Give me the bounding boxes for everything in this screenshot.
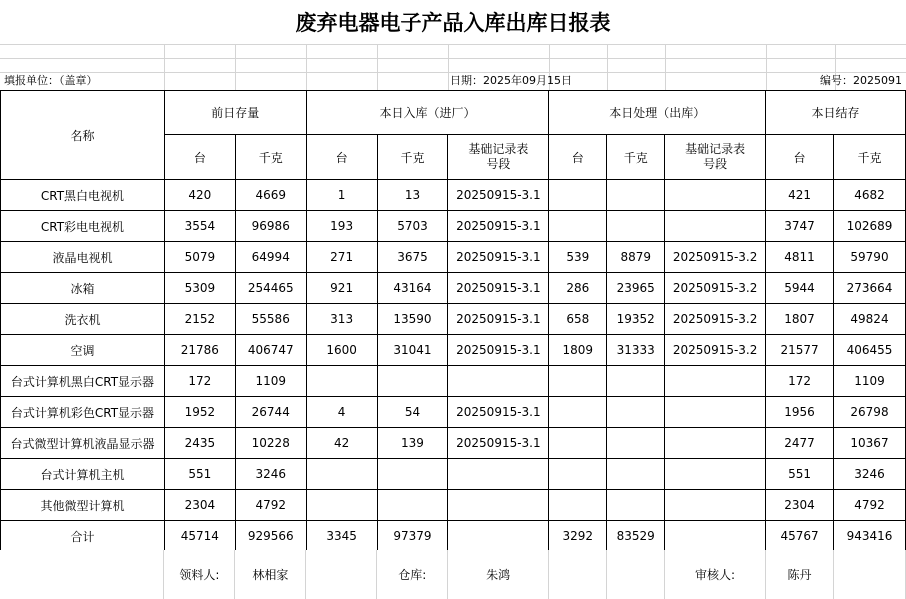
cell-in-units: 921	[306, 273, 377, 304]
cell-close-units: 2304	[766, 490, 834, 521]
cell-in-record: 20250915-3.1	[448, 211, 549, 242]
cell-prev-units: 21786	[164, 335, 235, 366]
cell-out-record: 20250915-3.2	[665, 273, 766, 304]
col-header-unit: 台	[164, 135, 235, 180]
receiver-label: 领料人:	[164, 550, 235, 599]
cell-in-units: 1	[306, 180, 377, 211]
cell-in-kg: 13	[377, 180, 448, 211]
cell-out-record	[665, 490, 766, 521]
cell-out-units	[549, 366, 607, 397]
cell-out-units	[549, 180, 607, 211]
cell-out-kg: 23965	[607, 273, 665, 304]
col-header-name: 名称	[1, 91, 165, 180]
cell-out-units: 658	[549, 304, 607, 335]
cell-out-units: 3292	[549, 521, 607, 552]
cell-prev-kg: 96986	[235, 211, 306, 242]
cell-prev-units: 3554	[164, 211, 235, 242]
table-row	[1, 459, 906, 490]
cell-prev-kg: 26744	[235, 397, 306, 428]
cell-name: 液晶电视机	[1, 242, 165, 273]
cell-in-record: 20250915-3.1	[448, 242, 549, 273]
cell-close-kg: 49824	[834, 304, 906, 335]
cell-prev-units: 2304	[164, 490, 235, 521]
cell-prev-kg: 10228	[235, 428, 306, 459]
cell-prev-kg: 4669	[235, 180, 306, 211]
cell-in-units: 42	[306, 428, 377, 459]
cell-in-record: 20250915-3.1	[448, 397, 549, 428]
cell-in-units: 271	[306, 242, 377, 273]
cell-close-units: 45767	[766, 521, 834, 552]
table-row	[1, 211, 906, 242]
cell-prev-units: 172	[164, 366, 235, 397]
cell-in-record: 20250915-3.1	[448, 273, 549, 304]
cell-out-record	[665, 397, 766, 428]
warehouse-label: 仓库:	[377, 550, 448, 599]
cell-out-kg: 8879	[607, 242, 665, 273]
total-row	[1, 521, 906, 552]
cell-close-units: 172	[766, 366, 834, 397]
cell-name: CRT黑白电视机	[1, 180, 165, 211]
cell-name: 洗衣机	[1, 304, 165, 335]
report-title: 废弃电器电子产品入库出库日报表	[0, 0, 906, 44]
cell-close-kg: 102689	[834, 211, 906, 242]
col-header-processed: 本日处理（出库）	[549, 91, 766, 135]
cell-in-kg: 43164	[377, 273, 448, 304]
cell-out-kg	[607, 180, 665, 211]
cell-out-kg	[607, 211, 665, 242]
cell-name: 台式计算机主机	[1, 459, 165, 490]
cell-out-kg	[607, 397, 665, 428]
cell-in-record: 20250915-3.1	[448, 304, 549, 335]
cell-in-kg	[377, 459, 448, 490]
cell-out-kg: 83529	[607, 521, 665, 552]
cell-name: 台式计算机黑白CRT显示器	[1, 366, 165, 397]
cell-in-record: 20250915-3.1	[448, 180, 549, 211]
cell-close-units: 1956	[766, 397, 834, 428]
cell-in-units	[306, 459, 377, 490]
cell-in-kg: 3675	[377, 242, 448, 273]
cell-name: 冰箱	[1, 273, 165, 304]
cell-in-kg	[377, 490, 448, 521]
table-row	[1, 428, 906, 459]
col-header-record-no: 基础记录表 号段	[665, 135, 766, 180]
table-row	[1, 490, 906, 521]
table-row	[1, 335, 906, 366]
cell-prev-units: 5079	[164, 242, 235, 273]
cell-out-record	[665, 366, 766, 397]
cell-prev-kg: 55586	[235, 304, 306, 335]
col-header-kg: 千克	[607, 135, 665, 180]
cell-prev-kg: 1109	[235, 366, 306, 397]
col-header-prev-stock: 前日存量	[164, 91, 306, 135]
cell-close-units: 1807	[766, 304, 834, 335]
cell-in-kg: 54	[377, 397, 448, 428]
col-header-kg: 千克	[377, 135, 448, 180]
report-date: 日期：2025年09月15日	[450, 74, 572, 87]
cell-out-units	[549, 428, 607, 459]
cell-close-kg: 406455	[834, 335, 906, 366]
cell-close-kg: 3246	[834, 459, 906, 490]
cell-name: 合计	[1, 521, 165, 552]
cell-out-kg	[607, 428, 665, 459]
table-row	[1, 273, 906, 304]
cell-in-record	[448, 490, 549, 521]
cell-name: 空调	[1, 335, 165, 366]
cell-in-record	[448, 521, 549, 552]
cell-close-units: 2477	[766, 428, 834, 459]
header-row-groups	[1, 91, 906, 135]
cell-prev-units: 2435	[164, 428, 235, 459]
cell-prev-kg: 929566	[235, 521, 306, 552]
cell-in-units: 4	[306, 397, 377, 428]
cell-prev-units: 45714	[164, 521, 235, 552]
cell-close-units: 421	[766, 180, 834, 211]
cell-in-kg: 97379	[377, 521, 448, 552]
col-header-record-no: 基础记录表 号段	[448, 135, 549, 180]
signature-row	[0, 550, 906, 599]
cell-close-kg: 26798	[834, 397, 906, 428]
cell-close-kg: 1109	[834, 366, 906, 397]
cell-close-kg: 4792	[834, 490, 906, 521]
col-header-unit: 台	[549, 135, 607, 180]
cell-out-record: 20250915-3.2	[665, 242, 766, 273]
cell-in-record: 20250915-3.1	[448, 335, 549, 366]
cell-in-record	[448, 366, 549, 397]
cell-out-record	[665, 180, 766, 211]
cell-in-record	[448, 459, 549, 490]
cell-close-kg: 273664	[834, 273, 906, 304]
cell-name: 其他微型计算机	[1, 490, 165, 521]
cell-out-units	[549, 397, 607, 428]
cell-close-kg: 10367	[834, 428, 906, 459]
cell-name: 台式计算机彩色CRT显示器	[1, 397, 165, 428]
cell-out-kg	[607, 366, 665, 397]
cell-out-units: 1809	[549, 335, 607, 366]
cell-in-units: 313	[306, 304, 377, 335]
cell-prev-kg: 254465	[235, 273, 306, 304]
table-row	[1, 180, 906, 211]
cell-in-record: 20250915-3.1	[448, 428, 549, 459]
cell-close-units: 5944	[766, 273, 834, 304]
table-row	[1, 366, 906, 397]
cell-out-record: 20250915-3.2	[665, 335, 766, 366]
table-row	[1, 397, 906, 428]
cell-out-kg	[607, 459, 665, 490]
cell-out-record	[665, 211, 766, 242]
table-row	[1, 304, 906, 335]
warehouse-name: 朱鸿	[448, 550, 549, 599]
cell-prev-units: 420	[164, 180, 235, 211]
cell-out-record: 20250915-3.2	[665, 304, 766, 335]
cell-out-record	[665, 459, 766, 490]
cell-in-units: 193	[306, 211, 377, 242]
reviewer-name: 陈丹	[765, 550, 833, 599]
cell-in-units	[306, 490, 377, 521]
cell-in-units: 3345	[306, 521, 377, 552]
cell-out-units: 286	[549, 273, 607, 304]
col-header-inbound: 本日入库（进厂）	[306, 91, 549, 135]
cell-close-kg: 4682	[834, 180, 906, 211]
cell-in-kg: 31041	[377, 335, 448, 366]
cell-close-units: 551	[766, 459, 834, 490]
cell-prev-kg: 406747	[235, 335, 306, 366]
cell-out-kg	[607, 490, 665, 521]
cell-out-units: 539	[549, 242, 607, 273]
cell-prev-kg: 4792	[235, 490, 306, 521]
cell-out-record	[665, 428, 766, 459]
col-header-unit: 台	[766, 135, 834, 180]
cell-in-kg: 139	[377, 428, 448, 459]
col-header-unit: 台	[306, 135, 377, 180]
cell-out-units	[549, 459, 607, 490]
cell-prev-units: 2152	[164, 304, 235, 335]
reviewer-label: 审核人:	[665, 550, 766, 599]
reporting-unit-label: 填报单位：（盖章）	[4, 74, 98, 87]
cell-out-units	[549, 490, 607, 521]
cell-name: 台式微型计算机液晶显示器	[1, 428, 165, 459]
cell-in-kg: 5703	[377, 211, 448, 242]
report-serial-number: 编号：2025091	[820, 74, 902, 87]
cell-out-record	[665, 521, 766, 552]
cell-close-kg: 943416	[834, 521, 906, 552]
cell-close-units: 21577	[766, 335, 834, 366]
cell-close-units: 4811	[766, 242, 834, 273]
cell-out-units	[549, 211, 607, 242]
cell-prev-units: 1952	[164, 397, 235, 428]
table-row	[1, 242, 906, 273]
cell-in-kg	[377, 366, 448, 397]
receiver-name: 林相家	[235, 550, 306, 599]
cell-name: CRT彩电电视机	[1, 211, 165, 242]
col-header-closing: 本日结存	[766, 91, 906, 135]
col-header-kg: 千克	[235, 135, 306, 180]
cell-in-kg: 13590	[377, 304, 448, 335]
cell-in-units	[306, 366, 377, 397]
cell-prev-kg: 3246	[235, 459, 306, 490]
cell-out-kg: 19352	[607, 304, 665, 335]
cell-prev-units: 551	[164, 459, 235, 490]
cell-prev-kg: 64994	[235, 242, 306, 273]
inventory-table	[0, 90, 906, 552]
cell-close-units: 3747	[766, 211, 834, 242]
cell-prev-units: 5309	[164, 273, 235, 304]
cell-in-units: 1600	[306, 335, 377, 366]
cell-out-kg: 31333	[607, 335, 665, 366]
cell-close-kg: 59790	[834, 242, 906, 273]
col-header-kg: 千克	[834, 135, 906, 180]
